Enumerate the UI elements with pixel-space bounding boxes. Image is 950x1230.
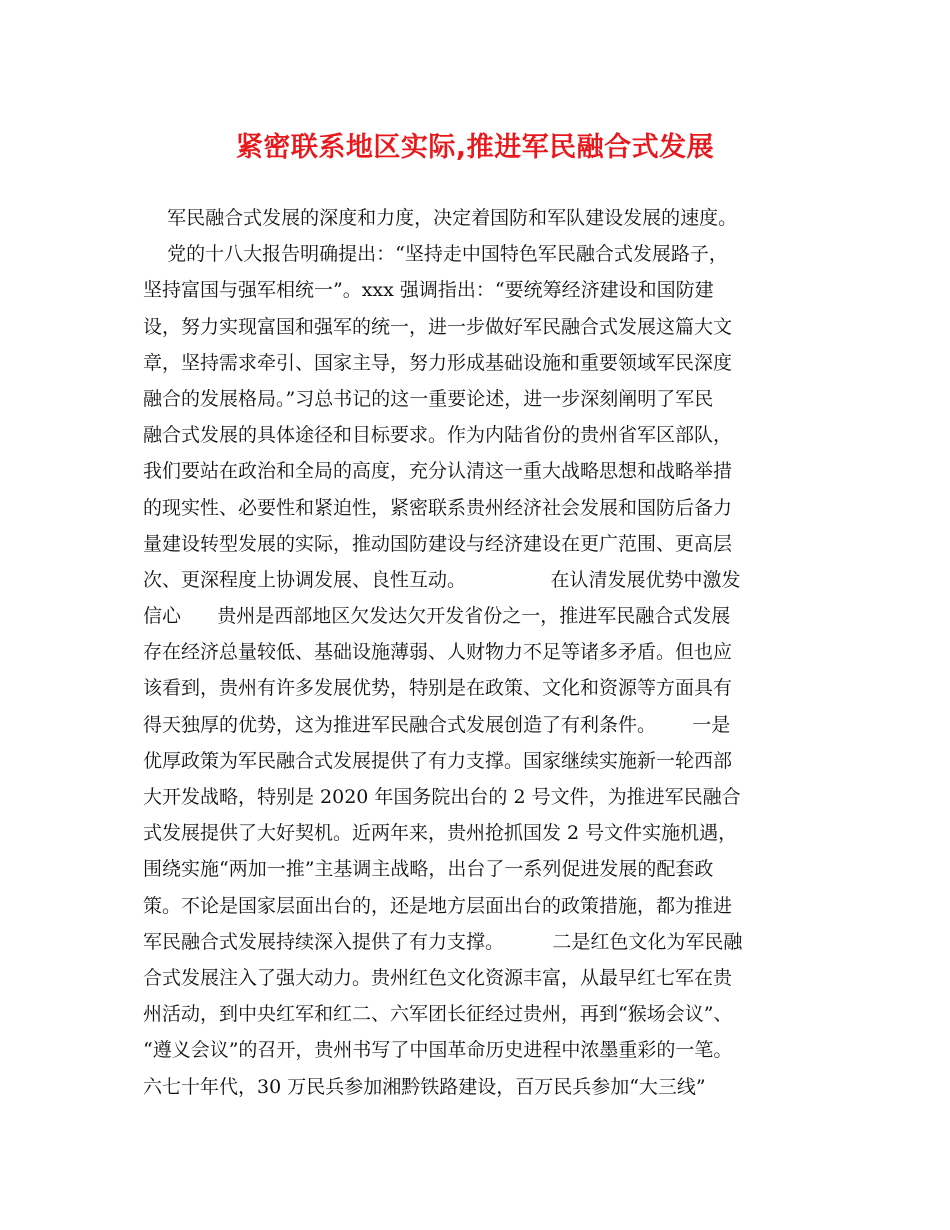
body-line: 策。不论是国家层面出台的，还是地方层面出台的政策措施，都为推进 <box>143 894 733 917</box>
body-line: 坚持富国与强军相统一”。xxx 强调指出：“要统筹经济建设和国防建 <box>143 279 714 302</box>
body-line: 州活动，到中央红军和红二、六军团长征经过贵州，再到“猴场会议”、 <box>143 1003 733 1026</box>
body-line: 该看到，贵州有许多发展优势，特别是在政策、文化和资源等方面具有 <box>143 677 733 700</box>
body-line: 六七十年代，30 万民兵参加湘黔铁路建设，百万民兵参加“大三线” <box>143 1075 706 1098</box>
body-line: 大开发战略，特别是 2020 年国务院出台的 2 号文件，为推进军民融合 <box>143 786 741 808</box>
body-line: 得天独厚的优势，这为推进军民融合式发展创造了有利条件。 一是 <box>143 713 731 736</box>
document-body <box>143 200 835 1105</box>
body-line: 军民融合式发展持续深入提供了有力支撑。 二是红色文化为军民融 <box>143 930 743 953</box>
body-line: 次、更深程度上协调发展、良性互动。 在认清发展优势中激发 <box>143 568 741 591</box>
body-line: 设，努力实现富国和强军的统一，进一步做好军民融合式发展这篇大文 <box>143 315 733 338</box>
body-line: 章，坚持需求牵引、国家主导，努力形成基础设施和重要领域军民深度 <box>143 351 733 374</box>
body-line: 融合的发展格局。”习总书记的这一重要论述，进一步深刻阐明了军民 <box>143 387 714 410</box>
body-line: 合式发展注入了强大动力。贵州红色文化资源丰富，从最早红七军在贵 <box>143 966 733 989</box>
body-line: 军民融合式发展的深度和力度，决定着国防和军队建设发展的速度。 <box>143 207 738 229</box>
body-line: 的现实性、必要性和紧迫性，紧密联系贵州经济社会发展和国防后备力 <box>143 496 733 519</box>
body-line: 围绕实施“两加一推”主基调主战略，出台了一系列促进发展的配套政 <box>143 858 714 881</box>
body-line: 融合式发展的具体途径和目标要求。作为内陆省份的贵州省军区部队， <box>143 424 733 447</box>
body-line: 优厚政策为军民融合式发展提供了有力支撑。国家继续实施新一轮西部 <box>143 749 733 772</box>
body-line: 存在经济总量较低、基础设施薄弱、人财物力不足等诸多矛盾。但也应 <box>143 641 733 664</box>
body-line: “遵义会议”的召开，贵州书写了中国革命历史进程中浓墨重彩的一笔。 <box>143 1039 733 1062</box>
body-line: 式发展提供了大好契机。近两年来，贵州抢抓国发 2 号文件实施机遇， <box>143 822 738 845</box>
body-line: 我们要站在政治和全局的高度，充分认清这一重大战略思想和战略举措 <box>143 460 733 483</box>
body-line: 信心 贵州是西部地区欠发达欠开发省份之一，推进军民融合式发展 <box>143 605 731 628</box>
body-line: 量建设转型发展的实际，推动国防建设与经济建设在更广范围、更高层 <box>143 532 733 555</box>
body-line: 党的十八大报告明确提出：“坚持走中国特色军民融合式发展路子， <box>143 243 728 266</box>
document-title: 紧密联系地区实际,推进军民融合式发展 <box>235 132 715 163</box>
